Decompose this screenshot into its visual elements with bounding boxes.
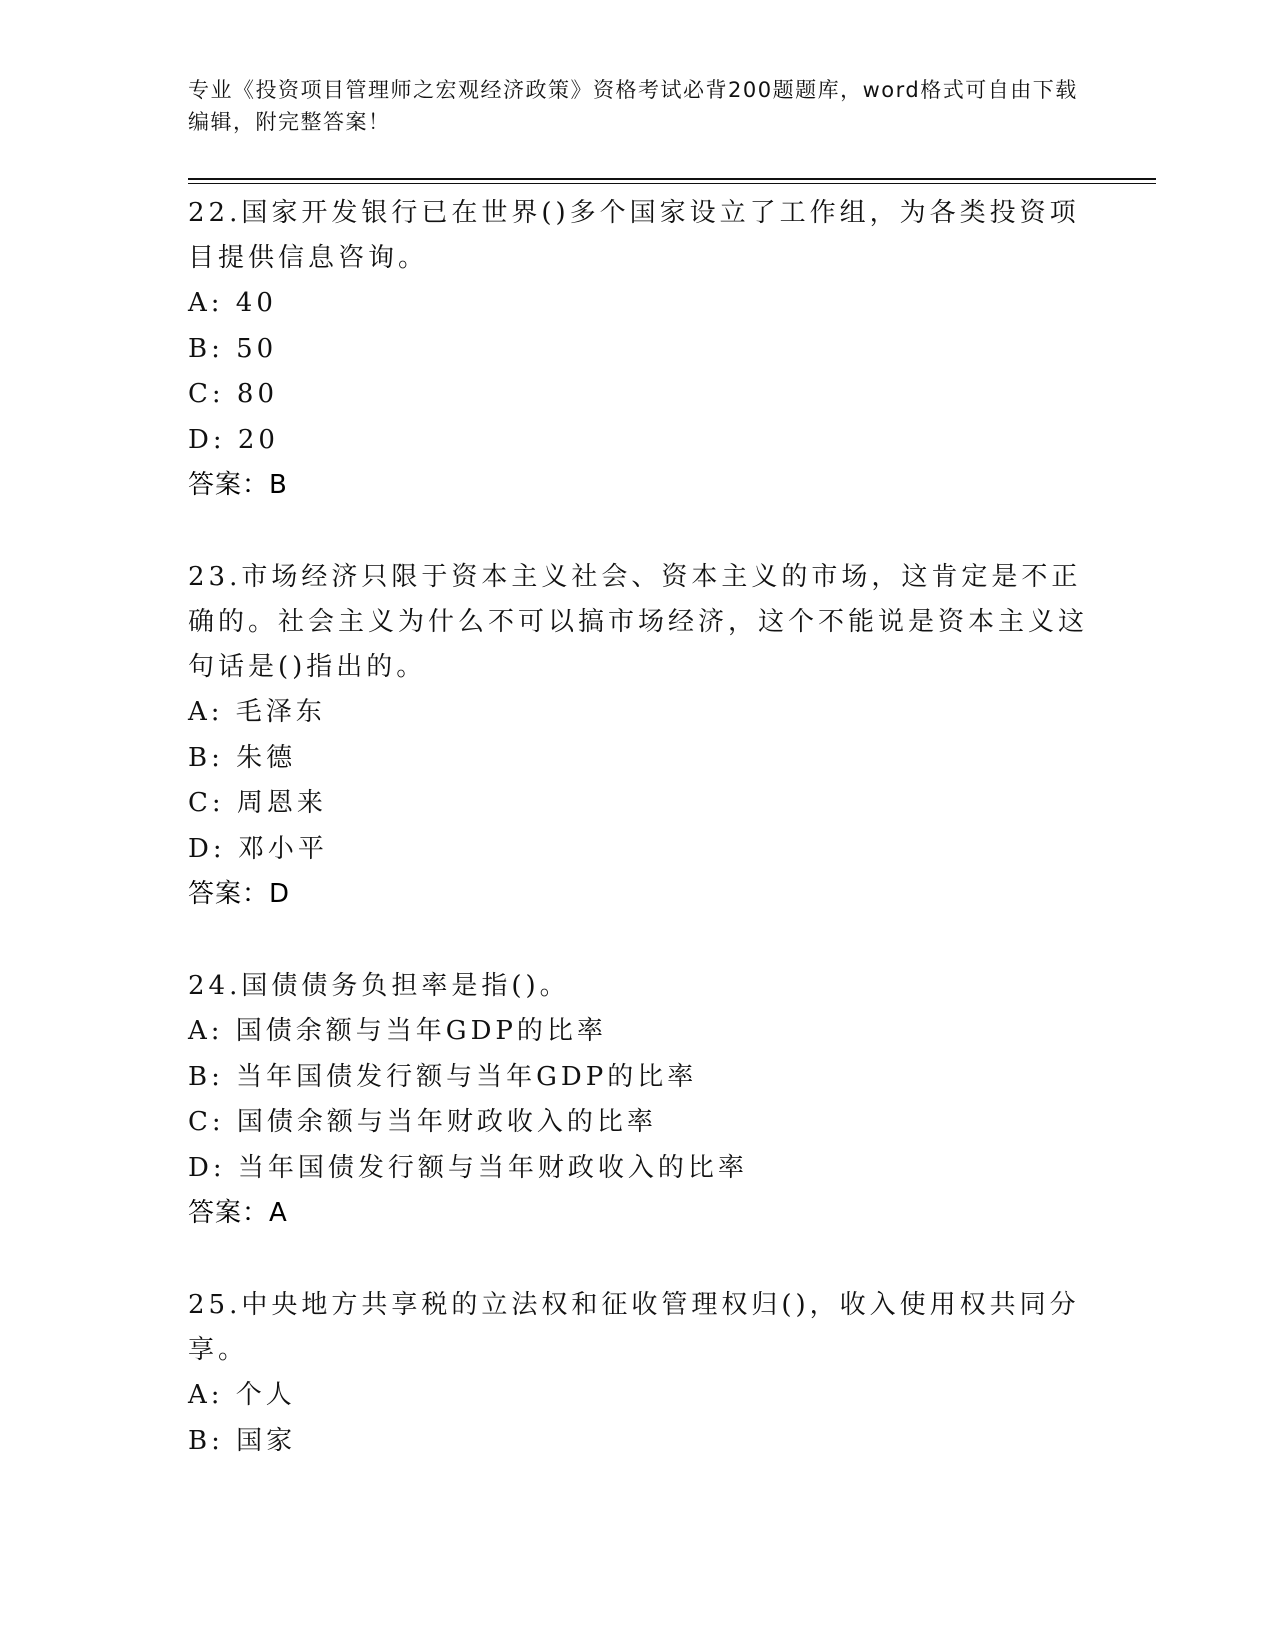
option-b: B: 当年国债发行额与当年GDP的比率 <box>188 1061 698 1092</box>
option-a: A: 个人 <box>188 1380 296 1410</box>
question-spacer <box>188 916 1088 962</box>
option-d: D: 当年国债发行额与当年财政收入的比率 <box>188 1152 748 1183</box>
option-c: C: 周恩来 <box>188 788 327 818</box>
option-a: A: 毛泽东 <box>188 697 326 727</box>
question-list <box>188 189 1088 1464</box>
question-stem: 24.国债债务负担率是指()。 <box>188 971 570 1001</box>
question-spacer <box>188 507 1088 553</box>
question-24 <box>188 962 1088 1235</box>
question-stem: 23.市场经济只限于资本主义社会、资本主义的市场，这肯定是不正确的。社会主义为什么不可以搞市场经济，这个不能说是资本主义这句话是()指出的。 <box>188 562 1089 682</box>
question-stem: 25.中央地方共享税的立法权和征收管理权归()，收入使用权共同分享。 <box>188 1290 1080 1365</box>
option-d: D: 邓小平 <box>188 833 328 864</box>
answer-line: 答案：B <box>188 470 288 500</box>
option-c: C: 80 <box>188 379 279 409</box>
answer-line: 答案：A <box>188 1198 288 1228</box>
header-divider-thin <box>188 183 1156 184</box>
option-c: C: 国债余额与当年财政收入的比率 <box>188 1107 657 1137</box>
answer-line: 答案：D <box>188 879 291 909</box>
document-header-title: 专业《投资项目管理师之宏观经济政策》资格考试必背200题题库，word格式可自由下载编辑，附完整答案！ <box>188 78 1078 134</box>
question-25 <box>188 1281 1088 1464</box>
question-spacer <box>188 1235 1088 1281</box>
option-b: B: 国家 <box>188 1425 297 1456</box>
question-23 <box>188 553 1088 916</box>
option-b: B: 50 <box>188 333 278 364</box>
option-a: A: 国债余额与当年GDP的比率 <box>188 1016 607 1046</box>
option-a: A: 40 <box>188 288 277 318</box>
question-stem: 22.国家开发银行已在世界()多个国家设立了工作组，为各类投资项目提供信息咨询。 <box>188 198 1080 273</box>
option-b: B: 朱德 <box>188 742 297 773</box>
question-22 <box>188 189 1088 507</box>
header-divider-thick <box>188 178 1156 180</box>
option-d: D: 20 <box>188 424 279 455</box>
